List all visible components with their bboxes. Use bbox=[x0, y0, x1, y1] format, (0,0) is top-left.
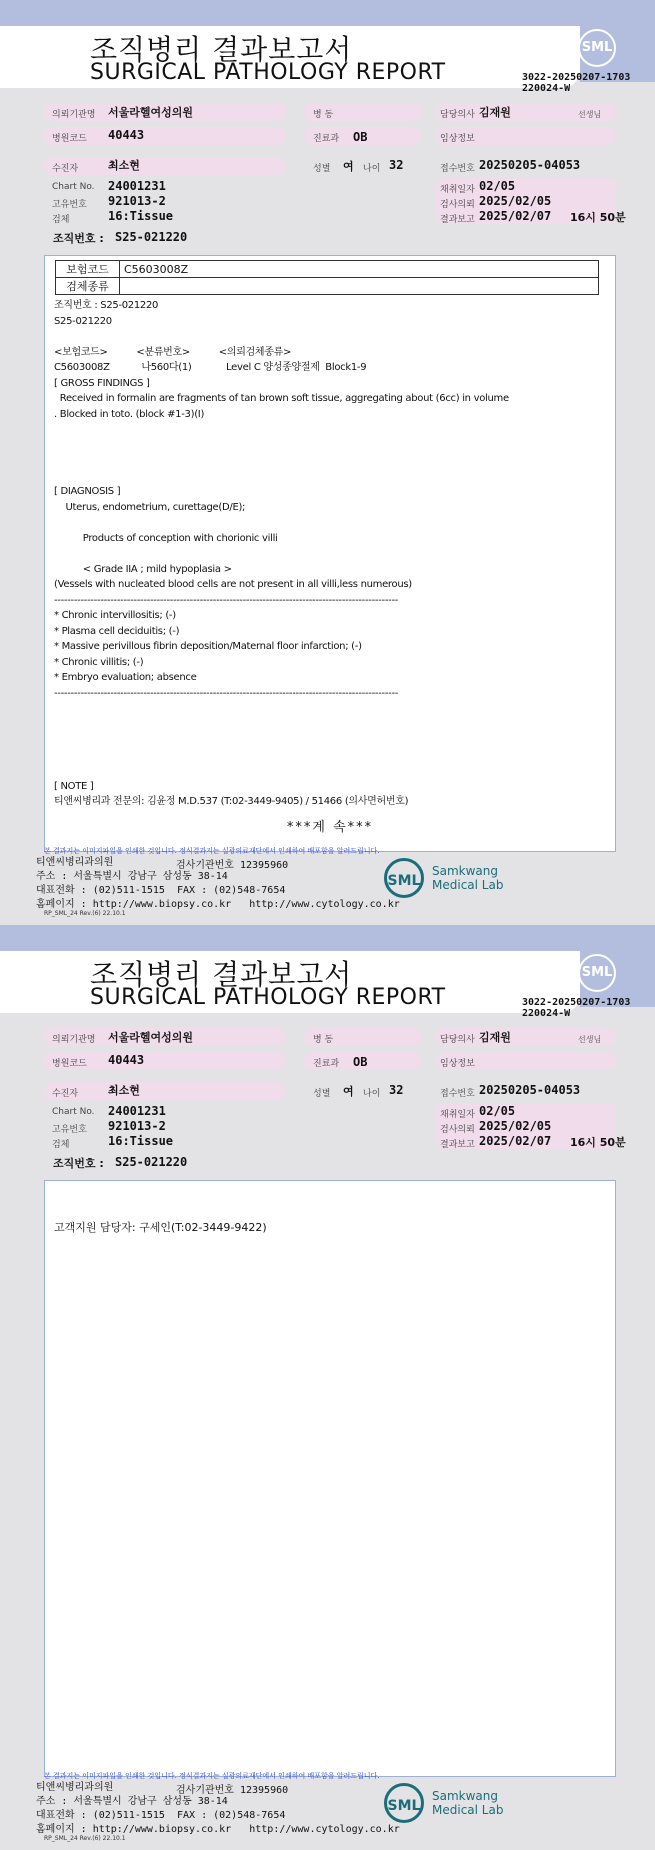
report-title-korean: 조직병리 결과보고서 bbox=[90, 33, 353, 66]
sml-header-logo: SML bbox=[578, 954, 616, 992]
lab-homepage: 홈페이지 : http://www.biopsy.co.kr http://www.cytology.co.kr bbox=[36, 1824, 400, 1835]
result-time-value: 16시 50분 bbox=[570, 211, 626, 224]
sex-label: 성별 bbox=[313, 1089, 331, 1099]
continued-mark: ***계 속*** bbox=[286, 820, 374, 835]
dept-value: OB bbox=[353, 1055, 368, 1069]
dept-label: 진료과 bbox=[313, 1059, 340, 1069]
report-page-2 bbox=[0, 925, 655, 1850]
lab-phone: 대표전화 : (02)511-1515 FAX : (02)548-7654 bbox=[36, 885, 286, 896]
lab-address: 주소 : 서울특별시 강남구 삼성동 38-14 bbox=[36, 1796, 228, 1807]
specimen-label: 검체 bbox=[52, 215, 70, 225]
sml-footer-logo: SML bbox=[384, 858, 424, 898]
tissue-no-label: 조직번호 : bbox=[53, 232, 104, 245]
sex-label: 성별 bbox=[313, 164, 331, 174]
lab-name: 티앤씨병리과의원 bbox=[36, 1782, 114, 1793]
sml-header-logo: SML bbox=[578, 29, 616, 67]
request-date-value: 2025/02/05 bbox=[479, 1119, 552, 1133]
unique-no-value: 921013-2 bbox=[108, 194, 166, 208]
chart-no-label: Chart No. bbox=[52, 182, 95, 192]
clinical-label: 임상정보 bbox=[440, 134, 475, 144]
collect-date-label: 채취일자 bbox=[440, 1110, 475, 1120]
age-label: 나이 bbox=[363, 164, 381, 174]
lab-id: 검사기관번호 12395960 bbox=[176, 1785, 289, 1796]
result-date-value: 2025/02/07 bbox=[479, 1134, 552, 1148]
tissue-no-label: 조직번호 : bbox=[53, 1157, 104, 1170]
sex-value: 여 bbox=[343, 160, 354, 173]
clinic-label: 의뢰기관명 bbox=[52, 1035, 96, 1045]
specimen-type-row bbox=[56, 278, 599, 295]
result-time-value: 16시 50분 bbox=[570, 1136, 626, 1149]
tissue-no-value: S25-021220 bbox=[115, 1155, 188, 1169]
request-date-label: 검사의뢰 bbox=[440, 200, 475, 210]
request-date-label: 검사의뢰 bbox=[440, 1125, 475, 1135]
sex-value: 여 bbox=[343, 1085, 354, 1098]
receipt-value: 20250205-04053 bbox=[479, 1083, 581, 1097]
print-notice: 본 결과지는 이미지파일을 인쇄한 것입니다. 정식결과지는 실광의료재단에서 인쇄하여 배포함을 알려드립니다. bbox=[44, 1772, 380, 1780]
clinical-label: 임상정보 bbox=[440, 1059, 475, 1069]
lab-phone: 대표전화 : (02)511-1515 FAX : (02)548-7654 bbox=[36, 1810, 286, 1821]
chart-no-value: 24001231 bbox=[108, 179, 166, 193]
clinic-label: 의뢰기관명 bbox=[52, 110, 96, 120]
chart-no-value: 24001231 bbox=[108, 1104, 166, 1118]
patient-row bbox=[44, 157, 286, 175]
insurance-code-value: C5603008Z bbox=[120, 261, 599, 278]
top-band bbox=[0, 0, 655, 26]
hosp-code-value: 40443 bbox=[108, 128, 145, 142]
document-number: 3022-20250207-1703 220024-W bbox=[522, 997, 631, 1019]
patient-name: 최소현 bbox=[108, 159, 140, 172]
doctor-value: 김재원 bbox=[479, 1031, 511, 1044]
result-date-value: 2025/02/07 bbox=[479, 209, 552, 223]
doctor-suffix: 선생님 bbox=[578, 110, 602, 119]
sml-footer-logo: SML bbox=[384, 1783, 424, 1823]
lab-address: 주소 : 서울특별시 강남구 삼성동 38-14 bbox=[36, 871, 228, 882]
tissue-no-value: S25-021220 bbox=[115, 230, 188, 244]
patient-label: 수진자 bbox=[52, 1089, 79, 1099]
top-band bbox=[0, 925, 655, 951]
age-label: 나이 bbox=[363, 1089, 381, 1099]
report-title-english: SURGICAL PATHOLOGY REPORT bbox=[90, 985, 446, 1010]
collect-date-label: 채취일자 bbox=[440, 185, 475, 195]
dept-value: OB bbox=[353, 130, 368, 144]
code-table bbox=[55, 260, 599, 295]
hosp-code-value: 40443 bbox=[108, 1053, 145, 1067]
patient-label: 수진자 bbox=[52, 164, 79, 174]
insurance-code-row bbox=[56, 261, 599, 278]
report-content-box bbox=[44, 1180, 616, 1777]
lab-id: 검사기관번호 12395960 bbox=[176, 860, 289, 871]
specimen-value: 16:Tissue bbox=[108, 1134, 174, 1148]
document-number: 3022-20250207-1703 220024-W bbox=[522, 72, 631, 94]
lab-name: 티앤씨병리과의원 bbox=[36, 857, 114, 868]
specimen-value: 16:Tissue bbox=[108, 209, 174, 223]
revision-code: RP_SML_24 Rev.(6) 22.10.1 bbox=[44, 1835, 126, 1842]
collect-date-value: 02/05 bbox=[479, 1104, 516, 1118]
insurance-code-label: 보험코드 bbox=[56, 261, 120, 278]
collect-date-value: 02/05 bbox=[479, 179, 516, 193]
print-notice: 본 결과지는 이미지파일을 인쇄한 것입니다. 정식결과지는 실광의료재단에서 인쇄하여 배포함을 알려드립니다. bbox=[44, 847, 380, 855]
request-date-value: 2025/02/05 bbox=[479, 194, 552, 208]
unique-no-label: 고유번호 bbox=[52, 200, 87, 210]
dept-label: 진료과 bbox=[313, 134, 340, 144]
company-name: Samkwang Medical Lab bbox=[432, 864, 504, 892]
report-content-box bbox=[44, 255, 616, 852]
company-name: Samkwang Medical Lab bbox=[432, 1789, 504, 1817]
ward-label: 병 동 bbox=[313, 1035, 334, 1045]
patient-name: 최소현 bbox=[108, 1084, 140, 1097]
doctor-label: 담당의사 bbox=[440, 1035, 475, 1045]
specimen-type-label: 검체종류 bbox=[56, 278, 120, 295]
report-title-english: SURGICAL PATHOLOGY REPORT bbox=[90, 60, 446, 85]
revision-code: RP_SML_24 Rev.(6) 22.10.1 bbox=[44, 910, 126, 917]
receipt-label: 접수번호 bbox=[440, 1089, 475, 1099]
hosp-code-label: 병원코드 bbox=[52, 134, 87, 144]
specimen-label: 검체 bbox=[52, 1140, 70, 1150]
clinic-value: 서울라헬여성의원 bbox=[108, 106, 194, 119]
report-body-text: 조직번호 : S25-021220 S25-021220 <보험코드> <분류번호> <의뢰검체종류> C5603008Z 나560다(1) Level C 양성종양절제 Block1-9 [ GROSS FINDINGS ] Received in formalin are fragments of tan brown soft tissue, aggregating about (6cc) in volume . Blocked in toto. (block #1-3)(I) [ DIAGNOSIS ] Uterus, endometrium, curettage(D/E); Products of conception with chorionic villi < Grade IIA ; mild hypoplasia > (Vessels with nucleated blood cells are not present in all villi,less numerous) -------------------------------------------------------------------------------------------------------- * Chronic intervillositis; (-) * Plasma cell deciduitis; (-) * Massive perivillous fibrin deposition/Maternal floor infarction; (-) * Chronic villitis; (-) * Embryo evaluation; absence -------------------------------------------------------------------------------------------------------- [ NOTE ] 티앤씨병리과 전문의: 김윤정 M.D.537 (T:02-3449-9405) / 51466 (의사면허번호) bbox=[54, 300, 509, 807]
specimen-type-value bbox=[120, 278, 599, 295]
customer-support-text: 고객지원 담당자: 구세인(T:02-3449-9422) bbox=[54, 1221, 267, 1234]
doctor-label: 담당의사 bbox=[440, 110, 475, 120]
report-title-korean: 조직병리 결과보고서 bbox=[90, 958, 353, 991]
lab-homepage: 홈페이지 : http://www.biopsy.co.kr http://www.cytology.co.kr bbox=[36, 899, 400, 910]
unique-no-value: 921013-2 bbox=[108, 1119, 166, 1133]
doctor-suffix: 선생님 bbox=[578, 1035, 602, 1044]
unique-no-label: 고유번호 bbox=[52, 1125, 87, 1135]
receipt-value: 20250205-04053 bbox=[479, 158, 581, 172]
clinic-value: 서울라헬여성의원 bbox=[108, 1031, 194, 1044]
patient-row bbox=[44, 1082, 286, 1100]
doctor-value: 김재원 bbox=[479, 106, 511, 119]
chart-no-label: Chart No. bbox=[52, 1107, 95, 1117]
age-value: 32 bbox=[389, 1083, 404, 1097]
age-value: 32 bbox=[389, 158, 404, 172]
result-date-label: 결과보고 bbox=[440, 1140, 475, 1150]
hosp-code-label: 병원코드 bbox=[52, 1059, 87, 1069]
result-date-label: 결과보고 bbox=[440, 215, 475, 225]
ward-label: 병 동 bbox=[313, 110, 334, 120]
receipt-label: 접수번호 bbox=[440, 164, 475, 174]
